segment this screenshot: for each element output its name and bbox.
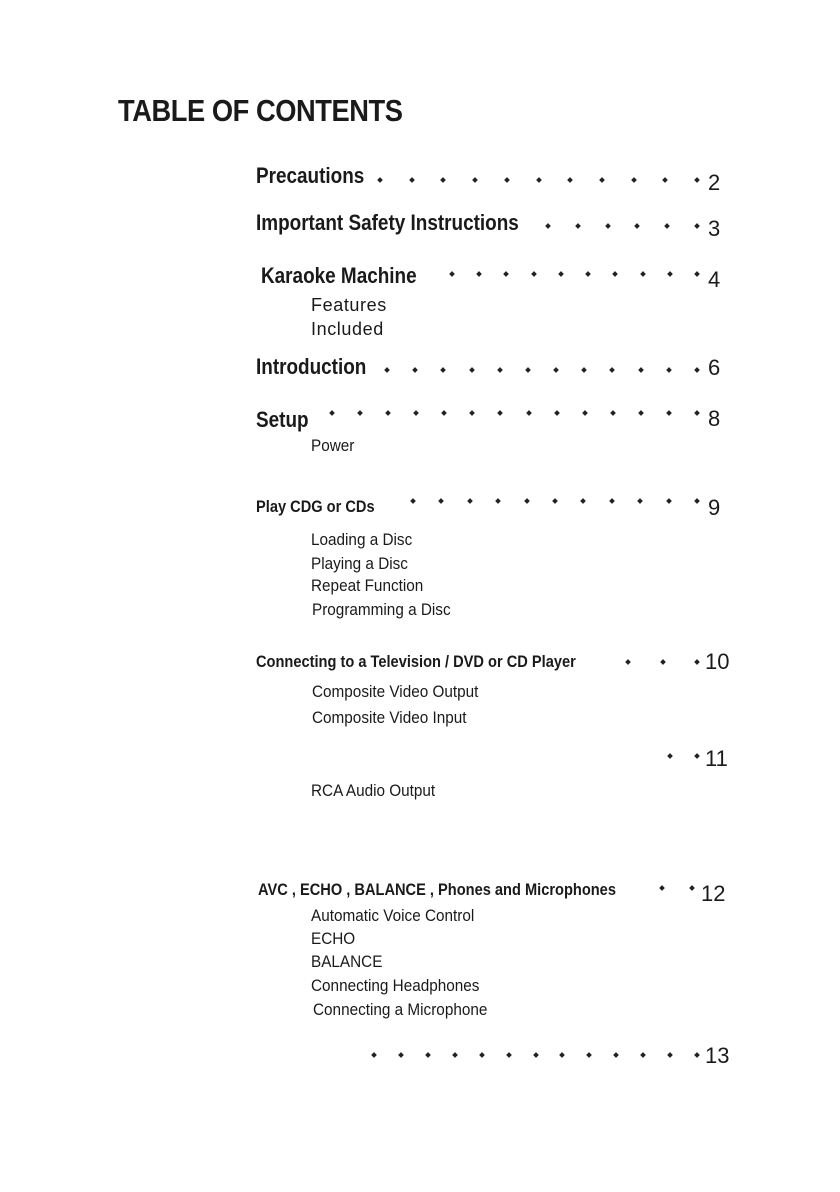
leader-dot [329, 410, 335, 416]
leader-dot [612, 271, 618, 277]
leader-dot [533, 1052, 539, 1058]
leader-dot [410, 498, 416, 504]
leader-dot [441, 410, 447, 416]
leader-dot [398, 1052, 404, 1058]
toc-entry-title: Precautions [256, 163, 365, 188]
leader-dot [694, 1052, 700, 1058]
toc-subentry: Composite Video Output [312, 682, 479, 701]
leader-dot [469, 367, 475, 373]
leader-dot [659, 885, 665, 891]
toc-entry-page: 12 [701, 881, 726, 906]
toc-subentry: Composite Video Input [312, 708, 467, 727]
leader-dot [664, 223, 670, 229]
leader-dot [498, 410, 504, 416]
leader-dot [452, 1052, 458, 1058]
leader-dot [558, 271, 564, 277]
toc-entry-page: 9 [708, 495, 721, 520]
toc-subentry: Programming a Disc [312, 600, 451, 619]
leader-dot [640, 1052, 646, 1058]
leader-dot [409, 177, 415, 183]
toc-entry-title: Karaoke Machine [261, 263, 417, 288]
toc-entry-page: 2 [708, 170, 721, 195]
leader-dot [357, 410, 363, 416]
leader-dot [613, 1052, 619, 1058]
leader-dot [694, 753, 700, 759]
leader-dot [694, 177, 700, 183]
leader-dot [694, 223, 700, 229]
toc-entry-page: 13 [705, 1043, 730, 1068]
leader-dot [472, 177, 478, 183]
leader-dot [625, 659, 631, 665]
leader-dot [662, 177, 668, 183]
toc-subentry: Features [311, 295, 387, 315]
leader-dot [605, 223, 611, 229]
leader-dot [467, 498, 473, 504]
leader-dot [667, 271, 673, 277]
leader-dot [385, 410, 391, 416]
leader-dot [586, 1052, 592, 1058]
leader-dot [581, 498, 587, 504]
leader-dot [694, 367, 700, 373]
toc-subentry: ECHO [311, 929, 356, 948]
leader-dot [610, 367, 616, 373]
leader-dot [610, 410, 616, 416]
leader-dot [582, 410, 588, 416]
toc-entry-page: 3 [708, 216, 721, 241]
leader-dot [470, 410, 476, 416]
leader-dot [441, 177, 447, 183]
leader-dot [635, 223, 641, 229]
toc-entry-title: Connecting to a Television / DVD or CD Player [256, 652, 576, 671]
leader-dot [506, 1052, 512, 1058]
leader-dot [441, 367, 447, 373]
leader-dot [631, 177, 637, 183]
leader-dot [425, 1052, 431, 1058]
toc-entry-page: 6 [708, 355, 721, 380]
toc-subentry: Included [311, 319, 384, 339]
leader-dot [666, 367, 672, 373]
leader-dot [694, 271, 700, 277]
toc-entry-page: 11 [705, 746, 728, 771]
leader-dot [638, 410, 644, 416]
leader-dot [536, 177, 542, 183]
leader-dot [689, 885, 695, 891]
leader-dot [637, 498, 643, 504]
leader-dot [640, 271, 646, 277]
leader-dot [638, 367, 644, 373]
toc-subentry: Automatic Voice Control [311, 906, 475, 925]
leader-dot [545, 223, 551, 229]
leader-dot [609, 498, 615, 504]
toc-entry-title: AVC , ECHO , BALANCE , Phones and Microphones [258, 880, 616, 899]
leader-dot [666, 498, 672, 504]
leader-dot [667, 753, 673, 759]
leader-dot [504, 271, 510, 277]
leader-dot [377, 177, 383, 183]
toc-subentry: BALANCE [311, 952, 383, 971]
toc-entry-page: 4 [708, 267, 721, 292]
toc-entry-title: Important Safety Instructions [256, 210, 519, 235]
leader-dot [439, 498, 445, 504]
leader-dot [384, 367, 390, 373]
leader-dot [476, 271, 482, 277]
leader-dot [495, 498, 501, 504]
leader-dot [581, 367, 587, 373]
leader-dot [497, 367, 503, 373]
leader-dot [694, 659, 700, 665]
leader-dot [575, 223, 581, 229]
toc-subentry: RCA Audio Output [311, 781, 436, 800]
toc-entry-title: Play CDG or CDs [256, 497, 375, 516]
toc-entry-title: Introduction [256, 354, 367, 379]
toc-subentry: Connecting Headphones [311, 976, 480, 995]
leader-dot [552, 498, 558, 504]
leader-dot [412, 367, 418, 373]
leader-dot [694, 410, 700, 416]
toc-subentry: Repeat Function [311, 576, 424, 595]
leader-dot [667, 1052, 673, 1058]
leader-dot [660, 659, 666, 665]
leader-dot [413, 410, 419, 416]
toc-entry-page: 8 [708, 406, 721, 431]
leader-dot [531, 271, 537, 277]
leader-dot [479, 1052, 485, 1058]
leader-dot [666, 410, 672, 416]
toc-entry-title: Setup [256, 407, 309, 432]
leader-dot [524, 498, 530, 504]
leader-dot [553, 367, 559, 373]
leader-dot [526, 410, 532, 416]
leader-dot [554, 410, 560, 416]
toc-subentry: Connecting a Microphone [313, 1000, 488, 1019]
page-title: TABLE OF CONTENTS [118, 93, 403, 128]
leader-dot [371, 1052, 377, 1058]
leader-dot [504, 177, 510, 183]
leader-dot [567, 177, 573, 183]
toc-subentry: Loading a Disc [311, 530, 413, 549]
leader-dot [694, 498, 700, 504]
leader-dot [585, 271, 591, 277]
leader-dot [525, 367, 531, 373]
leader-dot [560, 1052, 566, 1058]
toc-subentry: Playing a Disc [311, 554, 408, 573]
toc-subentry: Power [311, 436, 355, 455]
leader-dot [449, 271, 455, 277]
leader-dot [599, 177, 605, 183]
toc-entry-page: 10 [705, 649, 730, 674]
